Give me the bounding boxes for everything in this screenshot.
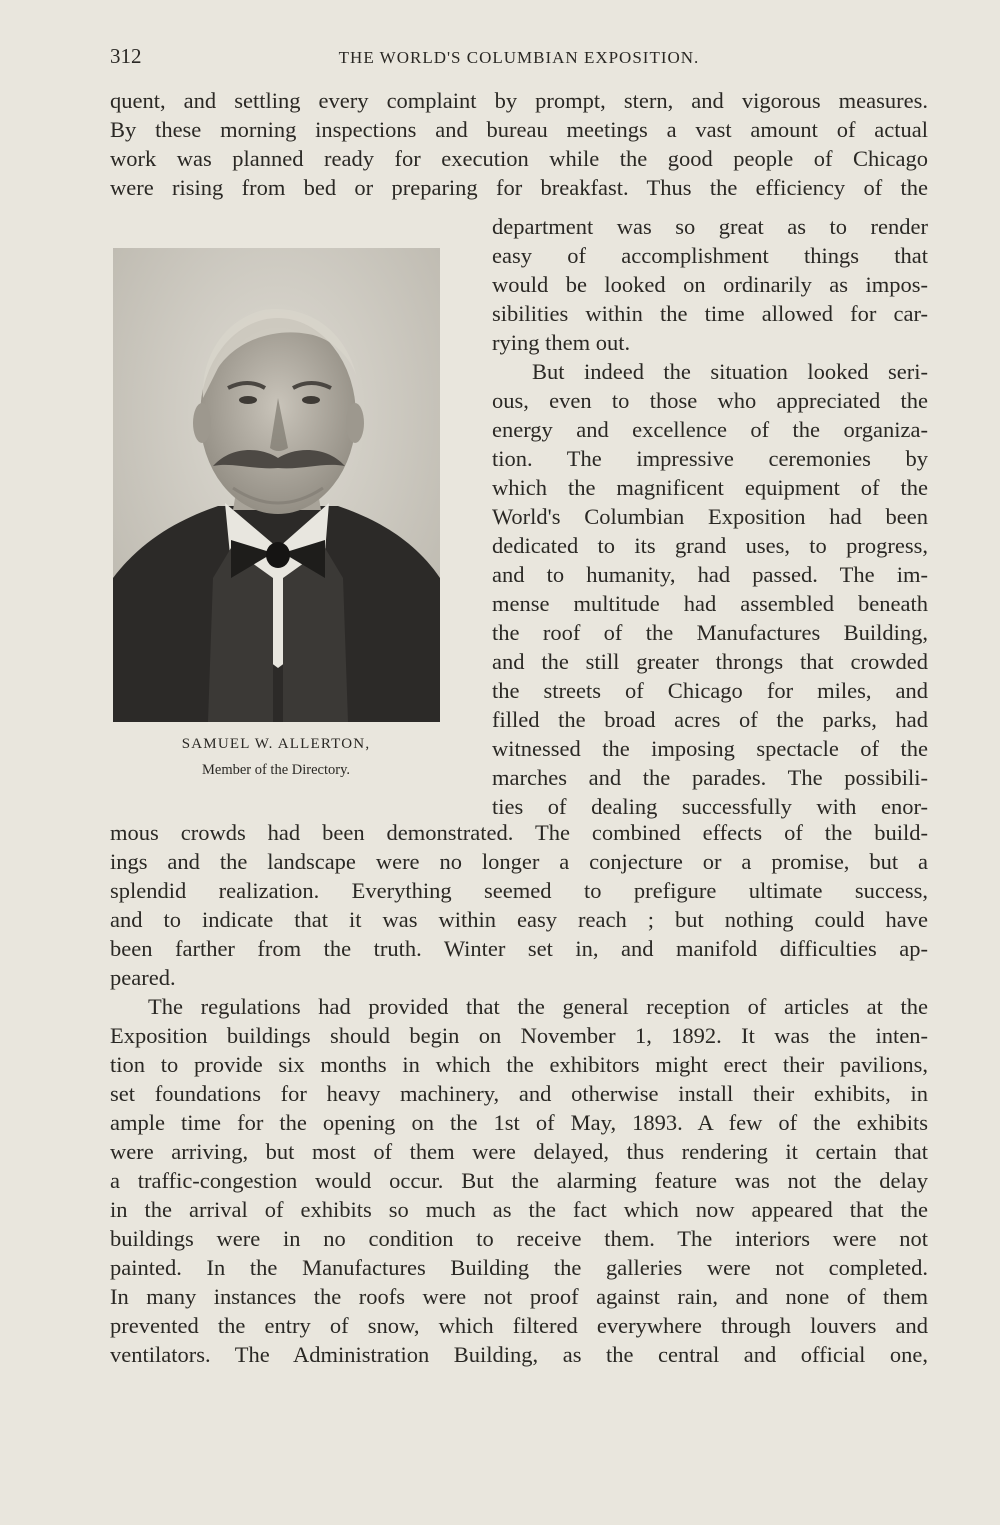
- text-line: department was so great as to render: [492, 214, 928, 239]
- text-line: mous crowds had been demonstrated. The combined effects of the build-: [110, 820, 928, 845]
- text-line: were rising from bed or preparing for breakfast. Thus the efficiency of the: [110, 175, 928, 200]
- text-line: In many instances the roofs were not proof against rain, and none of them: [110, 1284, 928, 1309]
- text-line: Exposition buildings should begin on November 1, 1892. It was the inten-: [110, 1023, 928, 1048]
- text-line: ample time for the opening on the 1st of May, 1893. A few of the exhibits: [110, 1110, 928, 1135]
- text-line: dedicated to its grand uses, to progress,: [492, 533, 928, 558]
- text-line: and to humanity, had passed. The im-: [492, 562, 928, 587]
- text-line: The regulations had provided that the general reception of articles at the: [148, 994, 928, 1019]
- text-line: World's Columbian Exposition had been: [492, 504, 928, 529]
- text-line: By these morning inspections and bureau meetings a vast amount of actual: [110, 117, 928, 142]
- text-line: the roof of the Manufactures Building,: [492, 620, 928, 645]
- text-line: energy and excellence of the organiza-: [492, 417, 928, 442]
- text-line: a traffic-congestion would occur. But the alarming feature was not the delay: [110, 1168, 928, 1193]
- text-line: work was planned ready for execution while the good people of Chicago: [110, 146, 928, 171]
- photo-caption-role: Member of the Directory.: [201, 762, 351, 778]
- text-line: peared.: [110, 965, 176, 990]
- text-line: and the still greater throngs that crowded: [492, 649, 928, 674]
- text-line: easy of accomplishment things that: [492, 243, 928, 268]
- text-line: painted. In the Manufactures Building the galleries were not completed.: [110, 1255, 928, 1280]
- text-line: and to indicate that it was within easy reach ; but nothing could have: [110, 907, 928, 932]
- running-title: THE WORLD'S COLUMBIAN EXPOSITION.: [338, 48, 700, 67]
- text-line: would be looked on ordinarily as impos-: [492, 272, 928, 297]
- portrait-illustration: [113, 248, 440, 722]
- text-line: witnessed the imposing spectacle of the: [492, 736, 928, 761]
- photo-caption-name: SAMUEL W. ALLERTON,: [181, 736, 371, 752]
- text-line: rying them out.: [492, 330, 631, 355]
- text-line: splendid realization. Everything seemed to prefigure ultimate success,: [110, 878, 928, 903]
- text-line: tion. The impressive ceremonies by: [492, 446, 928, 471]
- text-line: tion to provide six months in which the exhibitors might erect their pavilions,: [110, 1052, 928, 1077]
- text-line: set foundations for heavy machinery, and otherwise install their exhibits, in: [110, 1081, 928, 1106]
- page-number: 312: [110, 44, 142, 68]
- page-header: [110, 44, 928, 74]
- text-line: which the magnificent equipment of the: [492, 475, 928, 500]
- text-line: prevented the entry of snow, which filtered everywhere through louvers and: [110, 1313, 928, 1338]
- portrait-photo: [113, 248, 440, 722]
- text-line: mense multitude had assembled beneath: [492, 591, 928, 616]
- text-line: ventilators. The Administration Building, as the central and official one,: [110, 1342, 928, 1367]
- text-line: in the arrival of exhibits so much as the fact which now appeared that the: [110, 1197, 928, 1222]
- text-line: ings and the landscape were no longer a conjecture or a promise, but a: [110, 849, 928, 874]
- text-line: buildings were in no condition to receive them. The interiors were not: [110, 1226, 928, 1251]
- text-line: the streets of Chicago for miles, and: [492, 678, 928, 703]
- text-line: sibilities within the time allowed for car-: [492, 301, 928, 326]
- text-line: filled the broad acres of the parks, had: [492, 707, 928, 732]
- text-line: ties of dealing successfully with enor-: [492, 794, 928, 819]
- text-line: ous, even to those who appreciated the: [492, 388, 928, 413]
- text-line: But indeed the situation looked seri-: [532, 359, 928, 384]
- text-line: quent, and settling every complaint by prompt, stern, and vigorous measures.: [110, 88, 928, 113]
- text-line: been farther from the truth. Winter set in, and manifold difficulties ap-: [110, 936, 928, 961]
- text-line: marches and the parades. The possibili-: [492, 765, 928, 790]
- text-line: were arriving, but most of them were delayed, thus rendering it certain that: [110, 1139, 928, 1164]
